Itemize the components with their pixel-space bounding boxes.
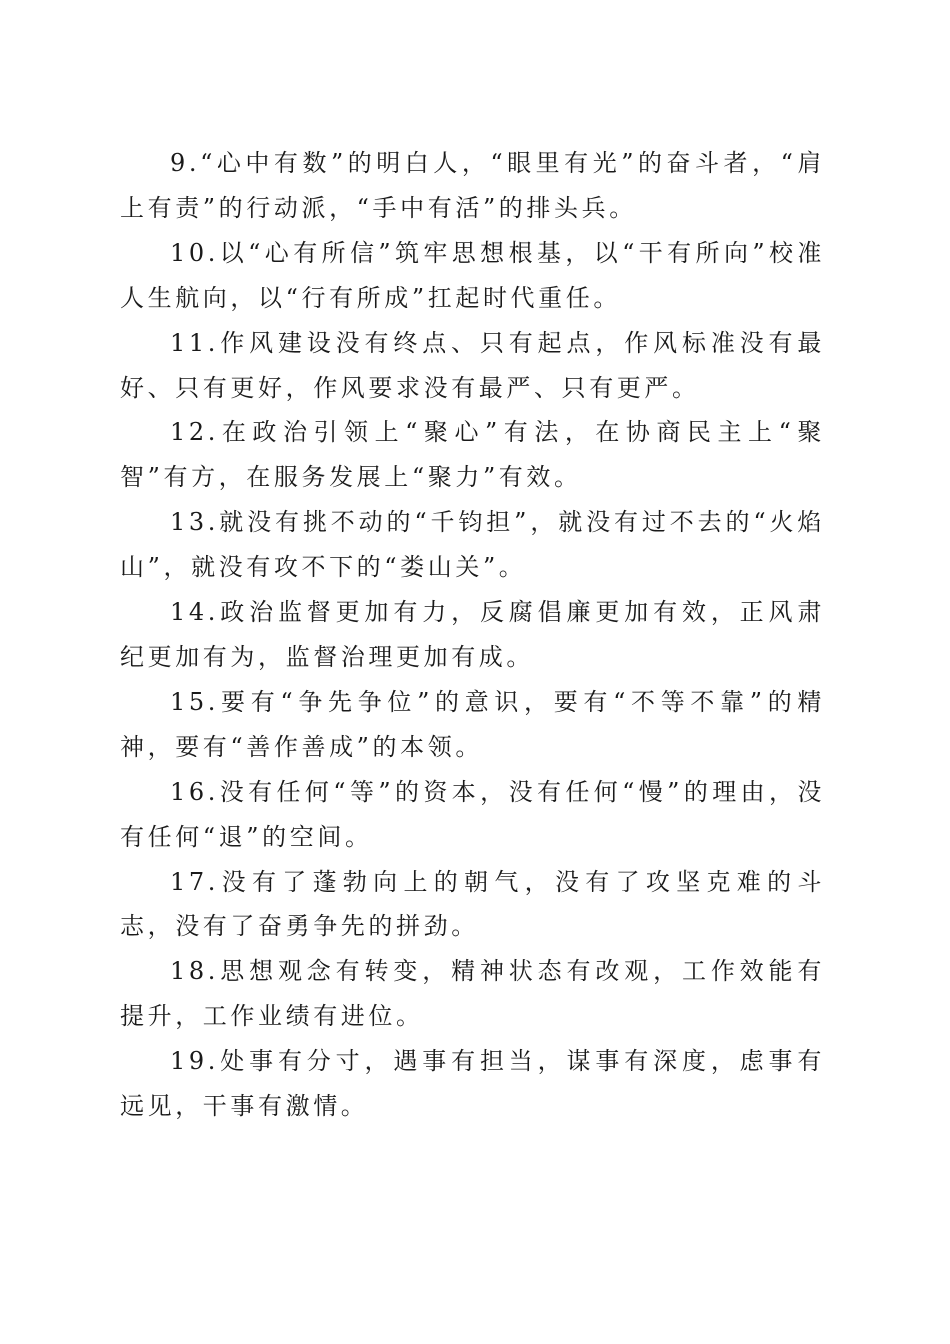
paragraph-item-16: 16.没有任何“等”的资本，没有任何“慢”的理由，没有任何“退”的空间。 xyxy=(120,777,825,851)
paragraph-item-18: 18.思想观念有转变，精神状态有改观，工作效能有提升，工作业绩有进位。 xyxy=(120,957,825,1031)
paragraph-item-10: 10.以“心有所信”筑牢思想根基，以“干有所向”校准人生航向，以“行有所成”扛起时代重任。 xyxy=(120,238,825,312)
paragraph-item-14: 14.政治监督更加有力，反腐倡廉更加有效，正风肃纪更加有为，监督治理更加有成。 xyxy=(120,598,825,671)
paragraph-item-15: 15.要有“争先争位”的意识，要有“不等不靠”的精神，要有“善作善成”的本领。 xyxy=(120,687,825,761)
paragraph-item-12: 12.在政治引领上“聚心”有法，在协商民主上“聚智”有方，在服务发展上“聚力”有效。 xyxy=(120,418,825,492)
document-body xyxy=(120,141,825,1129)
paragraph-item-19: 19.处事有分寸，遇事有担当，谋事有深度，虑事有远见，干事有激情。 xyxy=(120,1047,825,1121)
paragraph-item-17: 17.没有了蓬勃向上的朝气，没有了攻坚克难的斗志，没有了奋勇争先的拼劲。 xyxy=(120,867,825,941)
paragraph-item-11: 11.作风建设没有终点、只有起点，作风标准没有最好、只有更好，作风要求没有最严、只有更严。 xyxy=(120,328,825,402)
paragraph-item-13: 13.就没有挑不动的“千钧担”，就没有过不去的“火焰山”，就没有攻不下的“娄山关”。 xyxy=(120,508,825,582)
paragraph-item-9: 9.“心中有数”的明白人，“眼里有光”的奋斗者，“肩上有责”的行动派，“手中有活”的排头兵。 xyxy=(120,149,825,222)
